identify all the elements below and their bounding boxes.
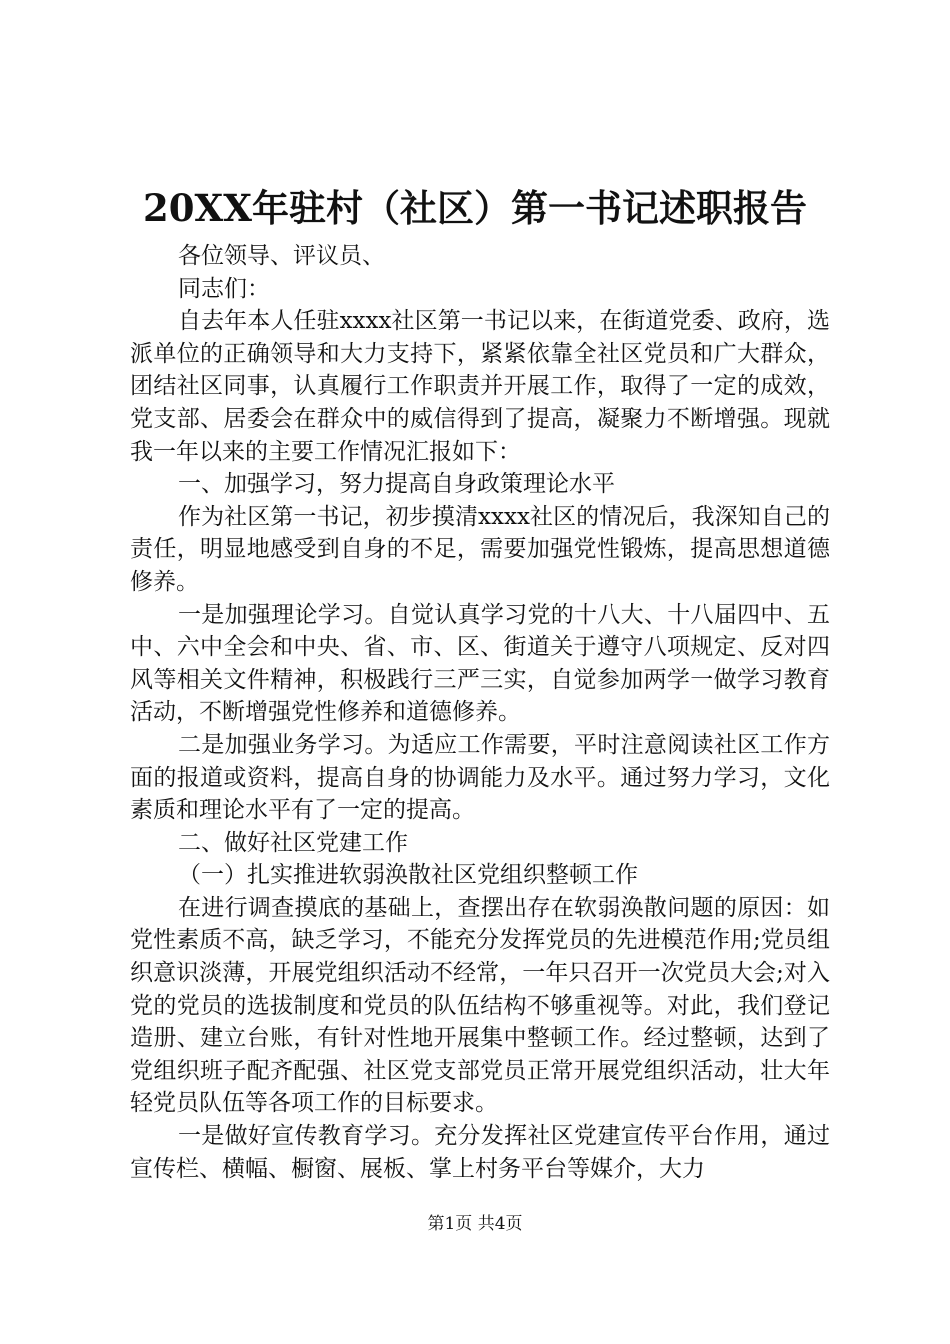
- paragraph: 二是加强业务学习。为适应工作需要，平时注意阅读社区工作方面的报道或资料，提高自身的协调能力及水平。通过努力学习，文化素质和理论水平有了一定的提高。: [130, 731, 830, 824]
- section-heading-1: 一、加强学习，努力提高自身政策理论水平: [178, 471, 615, 498]
- salutation-line-2: 同志们：: [178, 275, 270, 302]
- paragraph: 作为社区第一书记，初步摸清xxxx社区的情况后，我深知自己的责任，明显地感受到自身的不足，需要加强党性锻炼，提高思想道德修养。: [130, 503, 830, 595]
- salutation-line-1: 各位领导、评议员、: [178, 243, 385, 269]
- intro-paragraph: 自去年本人任驻xxxx社区第一书记以来，在街道党委、政府，选派单位的正确领导和大力支持下，紧紧依靠全社区党员和广大群众，团结社区同事，认真履行工作职责并开展工作，取得了一定的成效，党支部、居委会在群众中的威信得到了提高，凝聚力不断增强。现就我一年以来的主要工作情况汇报如下：: [130, 308, 830, 465]
- document-title: 20XX年驻村（社区）第一书记述职报告: [143, 186, 807, 230]
- subsection-heading: （一）扎实推进软弱涣散社区党组织整顿工作: [178, 862, 638, 889]
- document-body: [130, 240, 830, 1185]
- paragraph: 在进行调查摸底的基础上，查摆出存在软弱涣散问题的原因：如党性素质不高，缺乏学习，不能充分发挥党员的先进模范作用;党员组织意识淡薄，开展党组织活动不经常，一年只召开一次党员大会;对入党的党员的选拔制度和党员的队伍结构不够重视等。对此，我们登记造册、建立台账，有针对性地开展集中整顿工作。经过整顿，达到了党组织班子配齐配强、社区党支部党员正常开展党组织活动，壮大年轻党员队伍等各项工作的目标要求。: [130, 894, 830, 1117]
- paragraph: 一是加强理论学习。自觉认真学习党的十八大、十八届四中、五中、六中全会和中央、省、市、区、街道关于遵守八项规定、反对四风等相关文件精神，积极践行三严三实，自觉参加两学一做学习教育活动，不断增强党性修养和道德修养。: [130, 601, 830, 726]
- paragraph: 一是做好宣传教育学习。充分发挥社区党建宣传平台作用，通过宣传栏、横幅、橱窗、展板、掌上村务平台等媒介，大力: [130, 1123, 830, 1182]
- section-heading-2: 二、做好社区党建工作: [178, 829, 408, 856]
- page-footer: 第1页 共4页: [427, 1214, 523, 1234]
